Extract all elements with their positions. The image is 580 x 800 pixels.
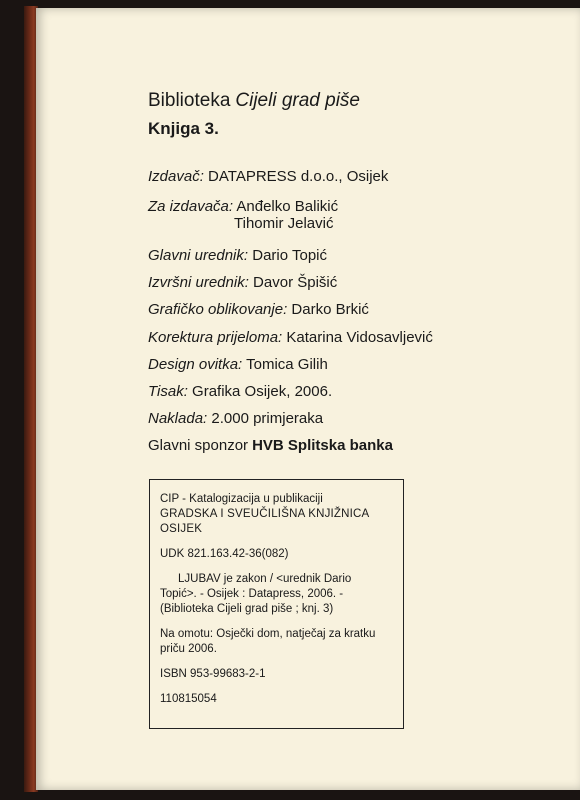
credit-exec-editor xyxy=(148,274,337,291)
credit-print xyxy=(148,383,332,400)
credit-for-publisher xyxy=(148,198,338,232)
credit-label: Design ovitka: xyxy=(148,356,243,373)
credit-editor xyxy=(148,247,327,264)
credit-value: DATAPRESS d.o.o., Osijek xyxy=(208,168,389,185)
credit-proofreading xyxy=(148,329,433,346)
credit-value: Darko Brkić xyxy=(291,301,369,318)
credit-label: Tisak: xyxy=(148,383,188,400)
cip-entry-line: (Biblioteka Cijeli grad piše ; knj. 3) xyxy=(160,603,334,615)
credit-label: Naklada: xyxy=(148,410,208,427)
credit-value: Tomica Gilih xyxy=(246,356,328,373)
cip-heading: CIP - Katalogizacija u publikaciji xyxy=(160,493,323,505)
sponsor-name: HVB Splitska banka xyxy=(252,437,393,454)
credit-label: Korektura prijeloma: xyxy=(148,329,283,346)
cip-udk: UDK 821.163.42-36(082) xyxy=(160,548,289,560)
cip-library: GRADSKA I SVEUČILIŠNA KNJIŽNICA OSIJEK xyxy=(160,508,369,535)
credit-value: Katarina Vidosavljević xyxy=(286,329,433,346)
imprint-page xyxy=(36,8,580,790)
cip-record-id: 110815054 xyxy=(160,693,217,705)
credit-design xyxy=(148,301,369,318)
cip-isbn: ISBN 953-99683-2-1 xyxy=(160,668,266,680)
credit-value: Dario Topić xyxy=(252,247,327,264)
credit-value: Davor Špišić xyxy=(253,274,338,291)
series-line xyxy=(148,90,360,112)
cip-entry-line: LJUBAV je zakon / <urednik Dario xyxy=(178,573,352,585)
book-number: Knjiga 3. xyxy=(148,119,219,138)
cip-note-line: priču 2006. xyxy=(160,643,217,655)
credit-label: Izvršni urednik: xyxy=(148,274,249,291)
credit-value: Anđelko Balikić xyxy=(236,198,339,215)
cip-entry-line: Topić>. - Osijek : Datapress, 2006. - xyxy=(160,588,344,600)
series-prefix: Biblioteka xyxy=(148,90,231,111)
credit-label: Glavni urednik: xyxy=(148,247,249,264)
credit-cover-design xyxy=(148,356,328,373)
credit-value: 2.000 primjeraka xyxy=(211,410,324,427)
credit-value: Grafika Osijek, 2006. xyxy=(192,383,333,400)
credit-value-second: Tihomir Jelavić xyxy=(234,215,334,232)
cip-box xyxy=(149,479,404,729)
credit-publisher xyxy=(148,168,388,185)
credit-label: Za izdavača: xyxy=(148,198,234,215)
series-title: Cijeli grad piše xyxy=(235,90,361,111)
credit-label: Grafičko oblikovanje: xyxy=(148,301,288,318)
cip-note-line: Na omotu: Osječki dom, natječaj za kratku xyxy=(160,628,376,640)
credit-label: Glavni sponzor xyxy=(148,437,249,454)
credit-print-run xyxy=(148,410,323,427)
credit-label: Izdavač: xyxy=(148,168,204,185)
credit-sponsor xyxy=(148,437,393,454)
